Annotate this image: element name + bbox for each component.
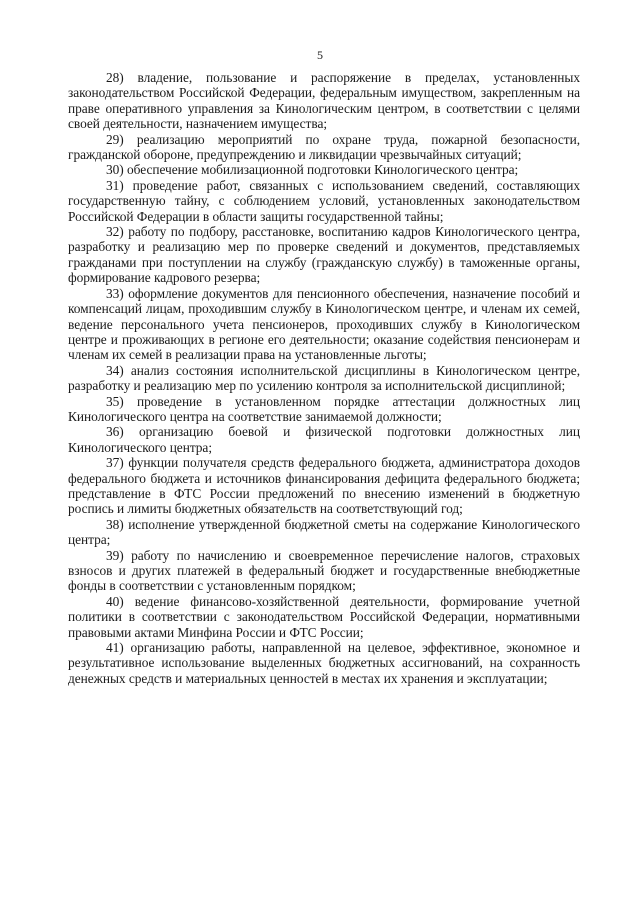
paragraph-39: 39) работу по начислению и своевременное перечисление налогов, страховых взносов и других платежей в федеральный бюджет и государственные внебюджетные фонды в соответствии с установленным порядком; [68,547,580,594]
paragraph-40: 40) ведение финансово-хозяйственной деятельности, формирование учетной политики в соответствии с законодательством Российской Федерации, нормативными правовыми актами Минфина России и ФТС России; [68,593,580,640]
paragraph-30: 30) обеспечение мобилизационной подготовки Кинологического центра; [106,162,519,178]
paragraph-35: 35) проведение в установленном порядке аттестации должностных лиц Кинологического центра на соответствие занимаемой должности; [68,393,580,424]
paragraph-36: 36) организацию боевой и физической подготовки должностных лиц Кинологического центра; [68,424,580,455]
paragraph-31: 31) проведение работ, связанных с использованием сведений, составляющих государственную тайну, с соблюдением условий, установленных законодательством Российской Федерации в области защиты государственной тайны; [68,177,580,224]
paragraph-34: 34) анализ состояния исполнительской дисциплины в Кинологическом центре, разработку и реализацию мер по усилению контроля за исполнительской дисциплиной; [68,362,580,394]
paragraph-28: 28) владение, пользование и распоряжение в пределах, установленных законодательством Российской Федерации, федеральным имуществом, закрепленным на праве оперативного управления за Кинологическим центром, в соответствии с целями своей деятельности, назначением имущества; [68,70,580,132]
page-number: 5 [317,48,323,62]
paragraph-37: 37) функции получателя средств федерального бюджета, администратора доходов федерального бюджета и источников финансирования дефицита федерального бюджета; представление в ФТС России предложений по внесению изменений в бюджетную роспись и лимиты бюджетных обязательств на соответствующий год; [68,455,580,517]
document-body [68,70,580,686]
paragraph-38: 38) исполнение утвержденной бюджетной сметы на содержание Кинологического центра; [68,516,580,548]
paragraph-41: 41) организацию работы, направленной на целевое, эффективное, экономное и результативное использование выделенных бюджетных ассигнований, на сохранность денежных средств и материальных ценностей в местах их хранения и эксплуатации; [68,640,580,686]
paragraph-29: 29) реализацию мероприятий по охране труда, пожарной безопасности, гражданской обороне, предупреждению и ликвидации чрезвычайных ситуаций; [68,131,580,163]
paragraph-32: 32) работу по подбору, расстановке, воспитанию кадров Кинологического центра, разработку и реализацию мер по проверке сведений и документов, представляемых гражданами при поступлении на службу (гражданскую службу) в таможенные органы, формирование кадрового резерва; [68,224,580,286]
paragraph-33: 33) оформление документов для пенсионного обеспечения, назначение пособий и компенсаций лицам, проходившим службу в Кинологическом центре, и членам их семей, ведение персонального учета пенсионеров, проходивших службу в Кинологическом центре и проживающих в регионе его деятельности; оказание содействия пенсионерам и членам их семей в реализации права на установленные льготы; [68,285,580,363]
